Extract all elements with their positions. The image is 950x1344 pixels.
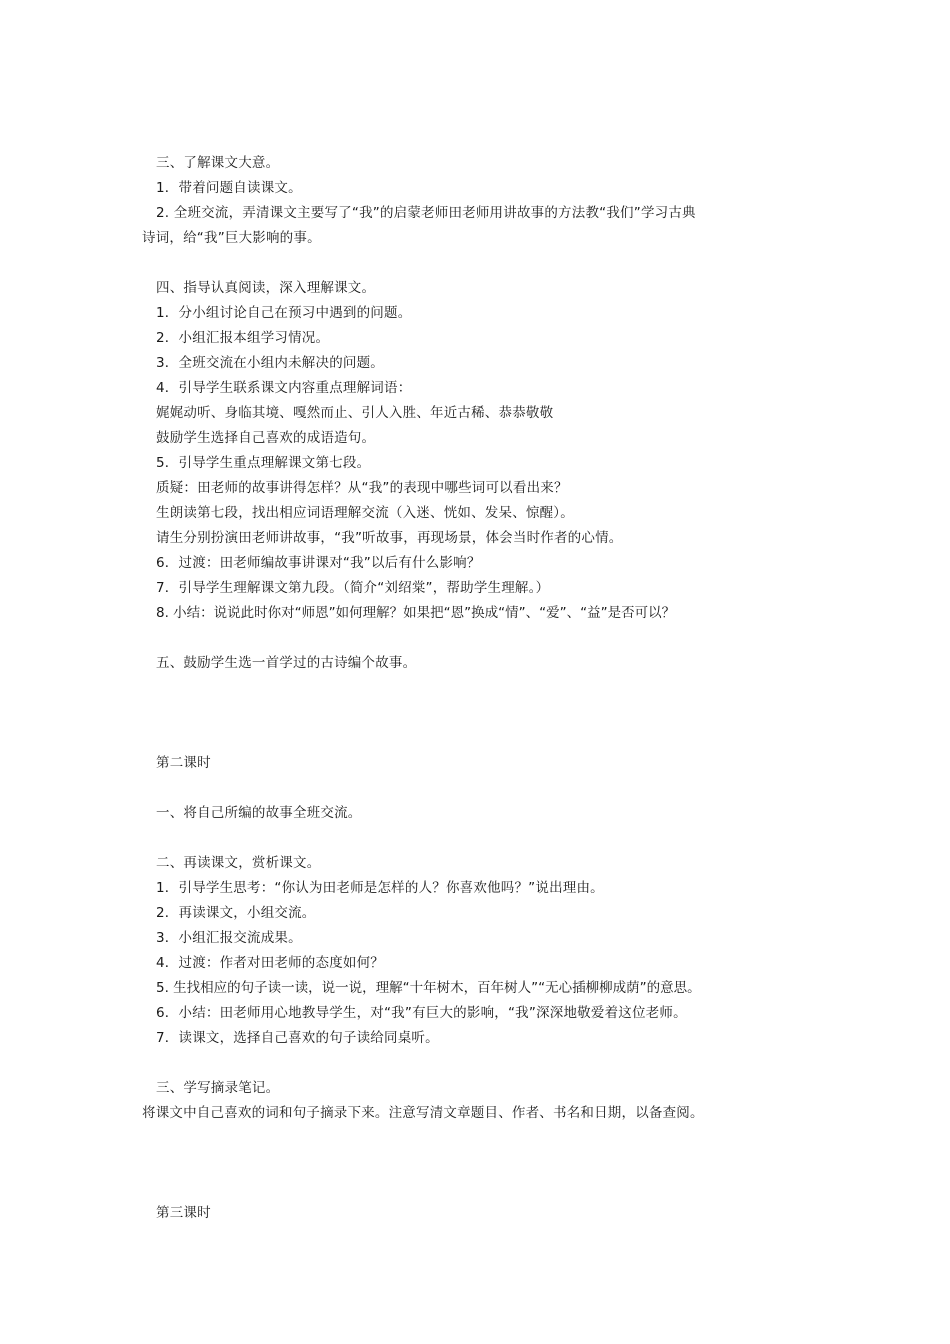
list-item: 3．全班交流在小组内未解决的问题。 [156, 355, 384, 371]
list-item: 4．过渡：作者对田老师的态度如何？ [156, 955, 384, 971]
section-heading: 三、学写摘录笔记。 [156, 1080, 280, 1096]
text-line: 生朗读第七段，找出相应词语理解交流（入迷、恍如、发呆、惊醒）。 [156, 505, 574, 521]
list-item: 6．过渡：田老师编故事讲课对“我”以后有什么影响？ [156, 555, 481, 571]
list-item: 7．读课文，选择自己喜欢的句子读给同桌听。 [156, 1030, 439, 1046]
text-line: 鼓励学生选择自己喜欢的成语造句。 [156, 430, 376, 446]
text-line: 质疑：田老师的故事讲得怎样？从“我”的表现中哪些词可以看出来？ [156, 480, 568, 496]
list-item: 8. 小结：说说此时你对“师恩”如何理解？如果把“恩”换成“情”、“爱”、“益”是否可以？ [156, 605, 676, 621]
section-heading: 四、指导认真阅读，深入理解课文。 [156, 280, 376, 296]
section-heading: 一、将自己所编的故事全班交流。 [156, 805, 362, 821]
list-item: 2．再读课文，小组交流。 [156, 905, 316, 921]
list-item: 1．带着问题自读课文。 [156, 180, 302, 196]
text-line: 娓娓动听、身临其境、嘎然而止、引人入胜、年近古稀、恭恭敬敬 [156, 405, 554, 421]
list-item: 1．分小组讨论自己在预习中遇到的问题。 [156, 305, 412, 321]
lesson-heading: 第三课时 [156, 1205, 211, 1221]
list-item: 3．小组汇报交流成果。 [156, 930, 302, 946]
list-item: 7．引导学生理解课文第九段。（简介“刘绍棠”，帮助学生理解。） [156, 580, 550, 596]
list-item: 5．引导学生重点理解课文第七段。 [156, 455, 371, 471]
section-heading: 二、再读课文，赏析课文。 [156, 855, 321, 871]
list-item: 5. 生找相应的句子读一读，说一说，理解“十年树木，百年树人”“无心插柳柳成荫”的意思。 [156, 980, 701, 996]
list-item: 4．引导学生联系课文内容重点理解词语： [156, 380, 412, 396]
section-heading: 五、鼓励学生选一首学过的古诗编个故事。 [156, 655, 417, 671]
lesson-heading: 第二课时 [156, 755, 211, 771]
section-heading: 三、了解课文大意。 [156, 155, 280, 171]
text-line: 请生分别扮演田老师讲故事，“我”听故事，再现场景，体会当时作者的心情。 [156, 530, 623, 546]
text-line: 将课文中自己喜欢的词和句子摘录下来。注意写清文章题目、作者、书名和日期，以备查阅。 [142, 1105, 704, 1121]
list-item: 2. 全班交流，弄清课文主要写了“我”的启蒙老师田老师用讲故事的方法教“我们”学习古典 [156, 205, 696, 221]
list-item: 6．小结：田老师用心地教导学生，对“我”有巨大的影响，“我”深深地敬爱着这位老师。 [156, 1005, 687, 1021]
text-line: 诗词，给“我”巨大影响的事。 [142, 230, 321, 246]
list-item: 1．引导学生思考：“你认为田老师是怎样的人？你喜欢他吗？”说出理由。 [156, 880, 604, 896]
list-item: 2．小组汇报本组学习情况。 [156, 330, 330, 346]
